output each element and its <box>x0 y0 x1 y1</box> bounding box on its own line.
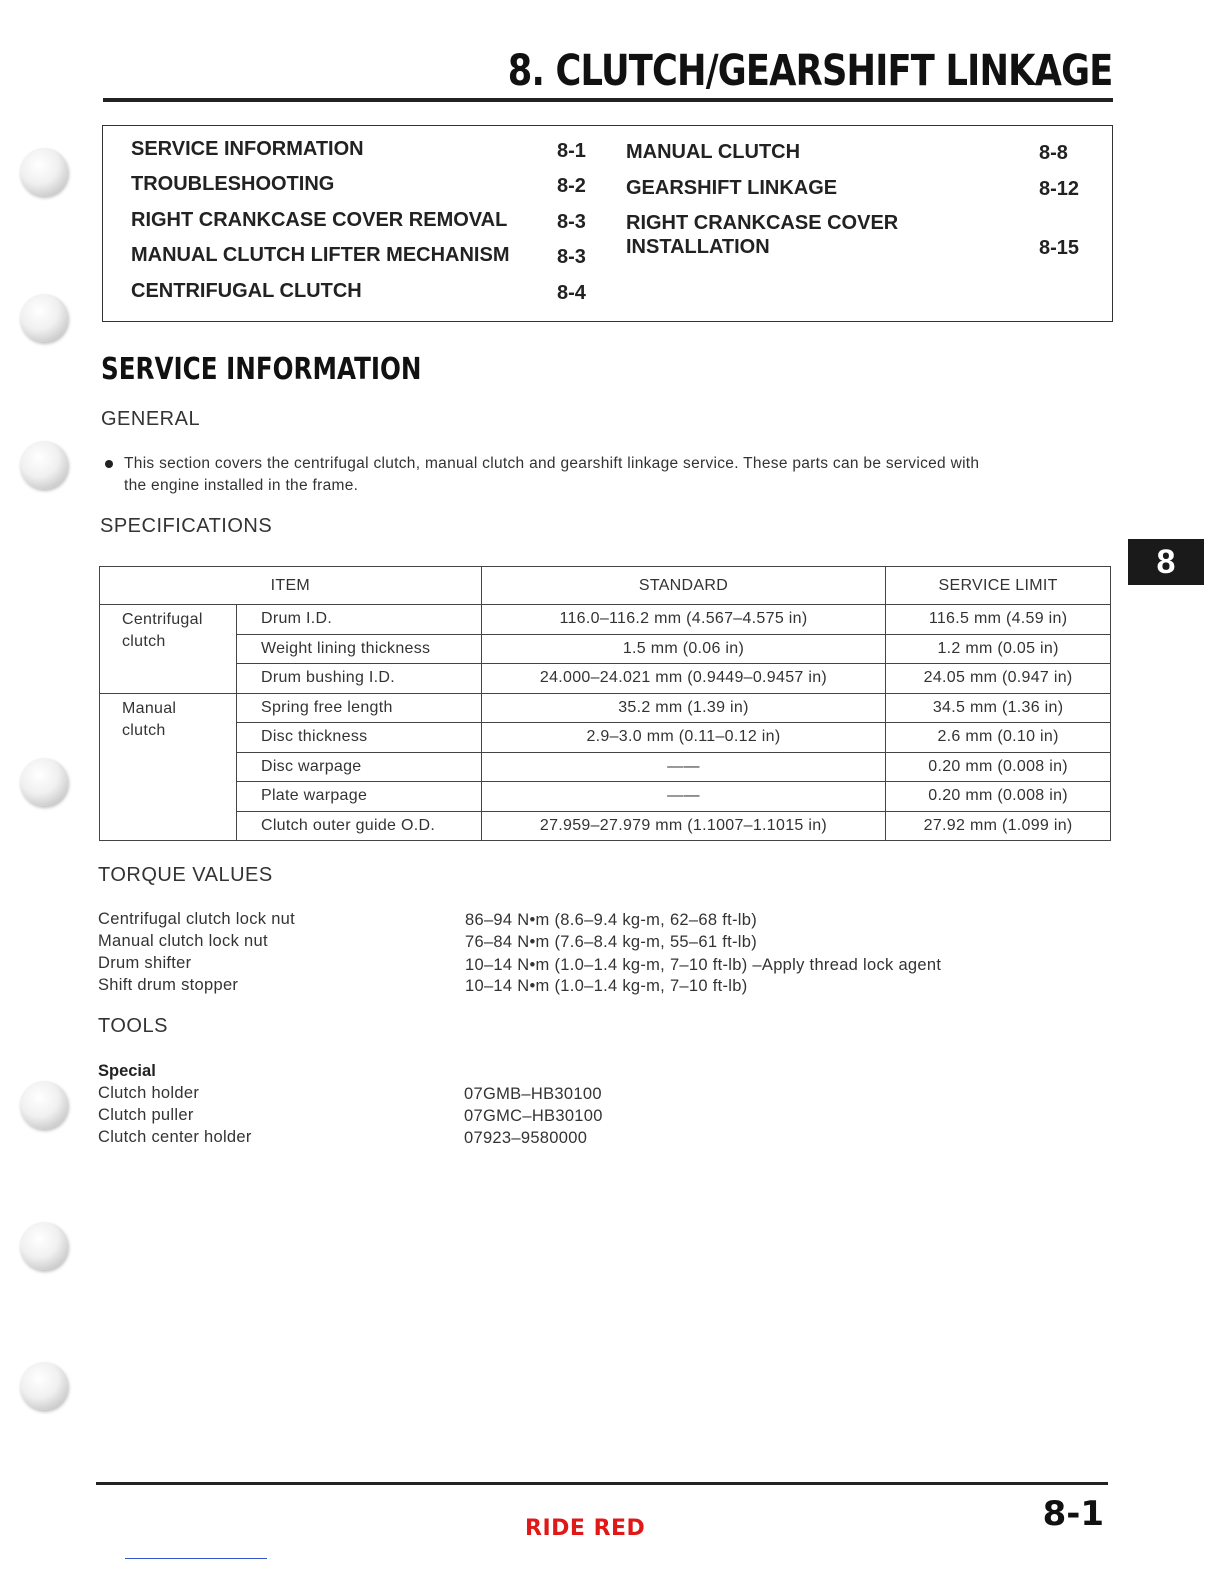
page-number: 8-1 <box>1042 1494 1104 1534</box>
tool-number: 07923–9580000 <box>464 1129 588 1147</box>
chapter-tab[interactable]: 8 <box>1128 539 1204 585</box>
torque-heading: TORQUE VALUES <box>98 864 273 886</box>
group-label-line2: clutch <box>122 721 166 739</box>
torque-label: Shift drum stopper <box>98 976 239 994</box>
footer-link-line <box>125 1558 267 1559</box>
table-cell-limit: 27.92 mm (1.099 in) <box>886 811 1111 841</box>
toc-box <box>102 125 1113 322</box>
header-service-limit: SERVICE LIMIT <box>886 567 1111 605</box>
table-row <box>100 811 1111 841</box>
table-cell-standard: 116.0–116.2 mm (4.567–4.575 in) <box>481 605 885 635</box>
table-cell-limit: 1.2 mm (0.05 in) <box>886 634 1111 664</box>
toc-page: 8-2 <box>557 175 586 197</box>
toc-item-centrifugal-clutch[interactable]: CENTRIFUGAL CLUTCH <box>131 280 362 302</box>
table-cell-standard: 24.000–24.021 mm (0.9449–0.9457 in) <box>481 664 885 694</box>
binder-hole <box>20 1362 68 1410</box>
toc-page: 8-4 <box>557 282 586 304</box>
table-cell-item: Disc thickness <box>236 723 481 753</box>
table-row <box>100 723 1111 753</box>
tool-number: 07GMC–HB30100 <box>464 1107 603 1125</box>
table-cell-standard: —— <box>481 782 885 812</box>
table-row <box>100 782 1111 812</box>
toc-page: 8-15 <box>1039 237 1080 259</box>
toc-item-right-crankcase-cover-installation[interactable]: RIGHT CRANKCASE COVER <box>626 212 899 234</box>
toc-item-troubleshooting[interactable]: TROUBLESHOOTING <box>131 173 335 195</box>
tool-label: Clutch center holder <box>98 1128 252 1146</box>
table-row <box>100 664 1111 694</box>
group-cell-manual <box>100 693 237 841</box>
tool-number: 07GMB–HB30100 <box>464 1085 602 1103</box>
binder-hole <box>20 758 68 806</box>
torque-value: 10–14 N•m (1.0–1.4 kg-m, 7–10 ft-lb) <box>465 977 748 995</box>
brand-logo: RIDE RED <box>525 1516 646 1541</box>
table-cell-limit: 34.5 mm (1.36 in) <box>886 693 1111 723</box>
group-cell-centrifugal <box>100 605 237 694</box>
table-row <box>100 752 1111 782</box>
toc-item-manual-clutch[interactable]: MANUAL CLUTCH <box>626 141 801 163</box>
torque-label: Manual clutch lock nut <box>98 932 268 950</box>
table-cell-limit: 24.05 mm (0.947 in) <box>886 664 1111 694</box>
table-cell-limit: 116.5 mm (4.59 in) <box>886 605 1111 635</box>
section-title: SERVICE INFORMATION <box>101 352 422 387</box>
tool-label: Clutch holder <box>98 1084 200 1102</box>
table-cell-limit: 0.20 mm (0.008 in) <box>886 782 1111 812</box>
torque-value: 10–14 N•m (1.0–1.4 kg-m, 7–10 ft-lb) –Apply thread lock agent <box>465 956 942 974</box>
table-cell-item: Clutch outer guide O.D. <box>236 811 481 841</box>
specifications-table <box>99 566 1111 841</box>
toc-item-manual-clutch-lifter[interactable]: MANUAL CLUTCH LIFTER MECHANISM <box>131 244 510 266</box>
binder-hole <box>20 148 68 196</box>
table-cell-item: Disc warpage <box>236 752 481 782</box>
footer-rule <box>96 1482 1108 1485</box>
table-cell-standard: 2.9–3.0 mm (0.11–0.12 in) <box>481 723 885 753</box>
group-label-line1: Manual <box>122 699 177 717</box>
table-header-row <box>100 567 1111 605</box>
group-label-line2: clutch <box>122 633 166 650</box>
binder-hole <box>20 294 68 342</box>
table-cell-limit: 2.6 mm (0.10 in) <box>886 723 1111 753</box>
header-standard: STANDARD <box>481 567 885 605</box>
general-text-line1: This section covers the centrifugal clutch, manual clutch and gearshift linkage service. These parts can be serviced with <box>124 455 980 472</box>
toc-page: 8-12 <box>1039 178 1080 200</box>
table-cell-limit: 0.20 mm (0.008 in) <box>886 752 1111 782</box>
general-heading: GENERAL <box>101 408 201 430</box>
table-row <box>100 605 1111 635</box>
table-row <box>100 693 1111 723</box>
toc-page: 8-1 <box>557 140 586 162</box>
binder-hole <box>20 441 68 489</box>
toc-item-service-information[interactable]: SERVICE INFORMATION <box>131 138 364 160</box>
table-cell-item: Drum I.D. <box>236 605 481 635</box>
table-cell-standard: —— <box>481 752 885 782</box>
torque-label: Drum shifter <box>98 954 192 972</box>
bullet-icon <box>105 460 113 468</box>
toc-item-gearshift-linkage[interactable]: GEARSHIFT LINKAGE <box>626 177 838 199</box>
general-text-line2: the engine installed in the frame. <box>124 477 359 494</box>
table-cell-standard: 27.959–27.979 mm (1.1007–1.1015 in) <box>481 811 885 841</box>
chapter-title: 8. CLUTCH/GEARSHIFT LINKAGE <box>507 46 1112 96</box>
tool-label: Clutch puller <box>98 1106 194 1124</box>
toc-page: 8-8 <box>1039 142 1068 164</box>
torque-value: 76–84 N•m (7.6–8.4 kg-m, 55–61 ft-lb) <box>465 933 758 951</box>
table-row <box>100 634 1111 664</box>
table-cell-standard: 35.2 mm (1.39 in) <box>481 693 885 723</box>
header-item: ITEM <box>100 567 482 605</box>
torque-label: Centrifugal clutch lock nut <box>98 910 296 928</box>
tools-heading: TOOLS <box>98 1015 168 1037</box>
table-cell-standard: 1.5 mm (0.06 in) <box>481 634 885 664</box>
table-cell-item: Drum bushing I.D. <box>236 664 481 694</box>
table-cell-item: Plate warpage <box>236 782 481 812</box>
toc-page: 8-3 <box>557 211 586 233</box>
toc-page: 8-3 <box>557 246 586 268</box>
group-label-line1: Centrifugal <box>122 611 203 628</box>
toc-item-right-crankcase-cover-removal[interactable]: RIGHT CRANKCASE COVER REMOVAL <box>131 209 508 231</box>
torque-value: 86–94 N•m (8.6–9.4 kg-m, 62–68 ft-lb) <box>465 911 758 929</box>
table-cell-item: Weight lining thickness <box>236 634 481 664</box>
table-cell-item: Spring free length <box>236 693 481 723</box>
binder-hole <box>20 1222 68 1270</box>
toc-item-installation-line2[interactable]: INSTALLATION <box>626 236 770 258</box>
specifications-heading: SPECIFICATIONS <box>100 515 273 537</box>
title-rule <box>103 98 1113 102</box>
special-tools-label: Special <box>98 1062 156 1080</box>
binder-hole <box>20 1081 68 1129</box>
